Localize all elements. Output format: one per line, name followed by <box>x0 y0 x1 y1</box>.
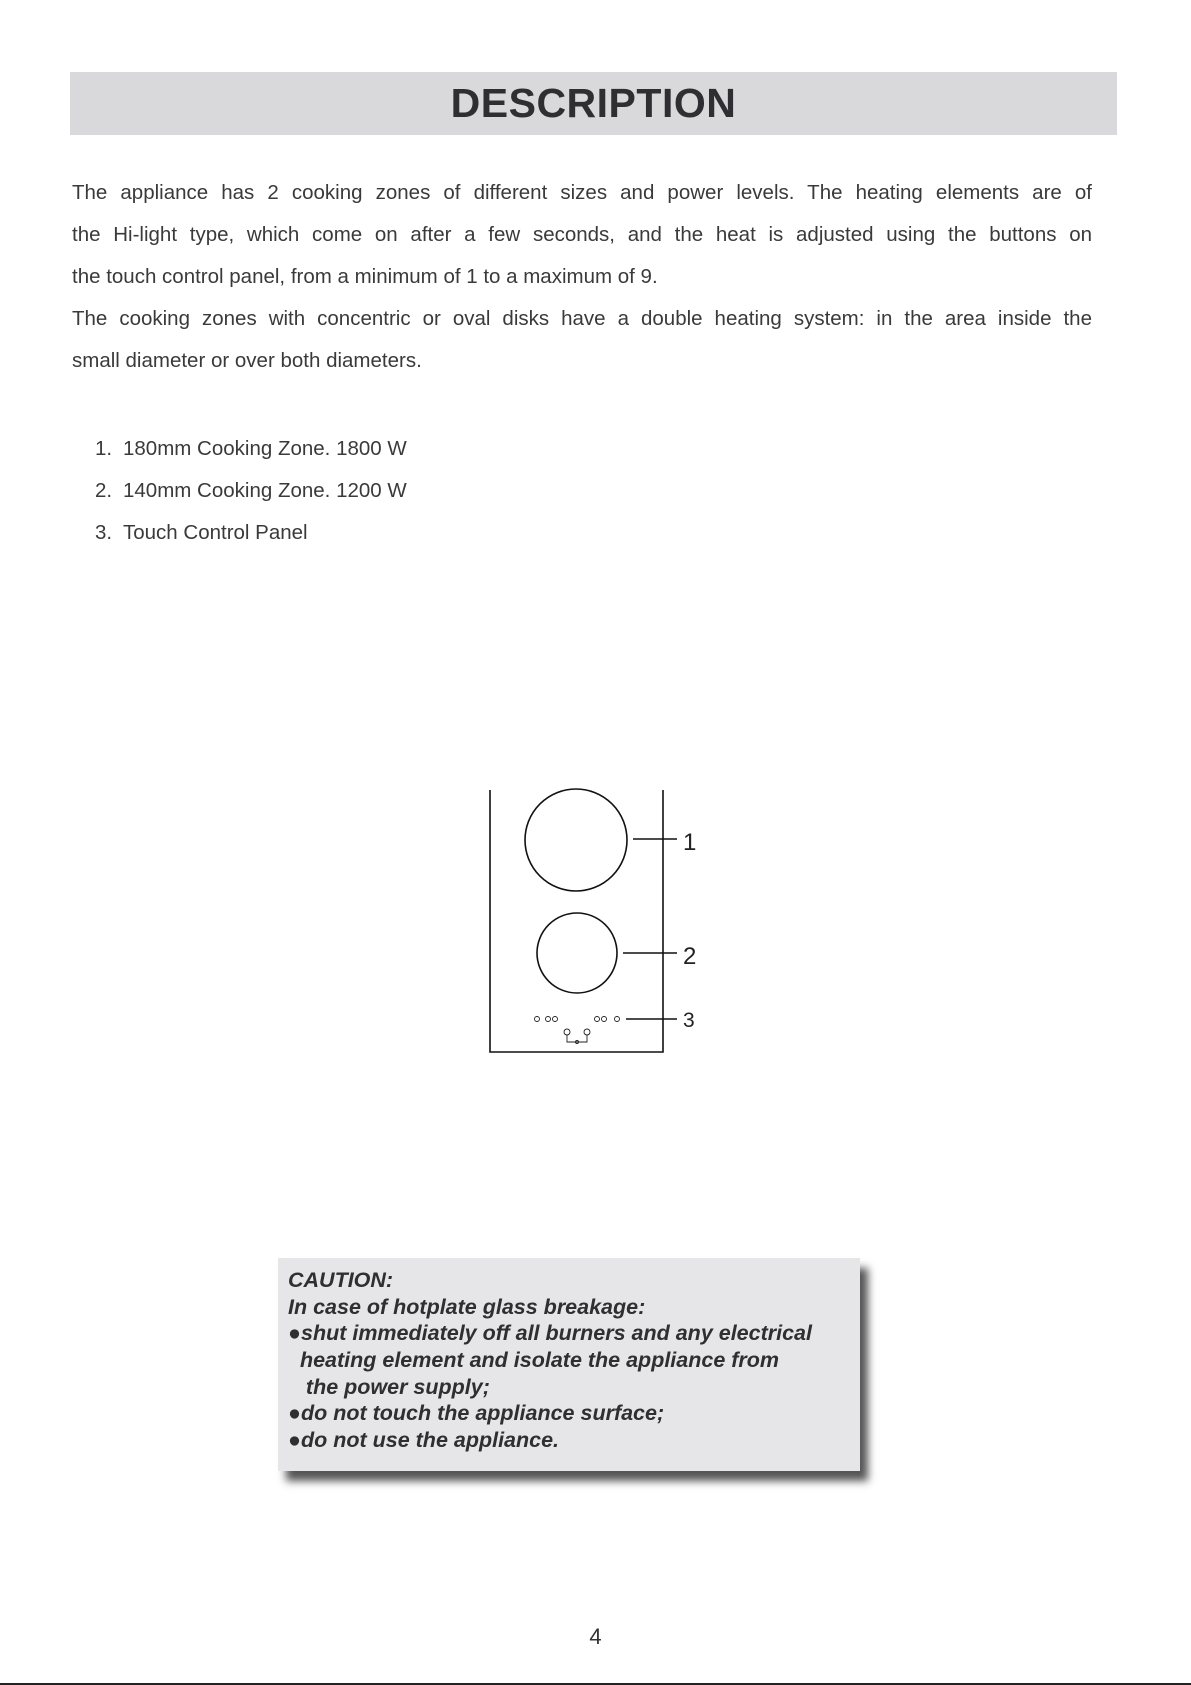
component-list <box>95 428 407 554</box>
callout-3: 3 <box>683 1009 695 1032</box>
touch-control-panel <box>535 1017 620 1044</box>
caution-box <box>278 1258 860 1471</box>
caution-line: ●shut immediately off all burners and any electrical <box>288 1321 812 1345</box>
caution-line: In case of hotplate glass breakage: <box>288 1295 646 1319</box>
section-header <box>70 72 1117 135</box>
callout-2: 2 <box>683 943 697 970</box>
caution-line: ●do not touch the appliance surface; <box>288 1401 665 1425</box>
cooking-zone-1 <box>525 789 627 891</box>
intro-line-2: the Hi-light type, which come on after a few seconds, and the heat is adjusted using the buttons on <box>72 223 1092 246</box>
caution-line: ●do not use the appliance. <box>288 1428 560 1452</box>
hob-diagram <box>480 780 720 1060</box>
intro-line-5: small diameter or over both diameters. <box>72 349 422 372</box>
hob-outline <box>490 790 663 1052</box>
list-item: 3. Touch Control Panel <box>95 521 308 544</box>
page-title: DESCRIPTION <box>450 80 737 126</box>
intro-line-3: the touch control panel, from a minimum of 1 to a maximum of 9. <box>72 265 658 288</box>
caution-title: CAUTION: <box>288 1268 394 1292</box>
list-item: 2. 140mm Cooking Zone. 1200 W <box>95 479 407 502</box>
intro-line-4: The cooking zones with concentric or oval disks have a double heating system: in the area inside the <box>72 307 1092 330</box>
list-item: 1. 180mm Cooking Zone. 1800 W <box>95 437 407 460</box>
caution-line: the power supply; <box>288 1375 490 1399</box>
page-number: 4 <box>589 1624 602 1649</box>
caution-line: heating element and isolate the appliance from <box>288 1348 780 1372</box>
intro-line-1: The appliance has 2 cooking zones of different sizes and power levels. The heating elements are of <box>72 181 1092 204</box>
callout-1: 1 <box>683 829 697 856</box>
cooking-zone-2 <box>537 913 617 993</box>
